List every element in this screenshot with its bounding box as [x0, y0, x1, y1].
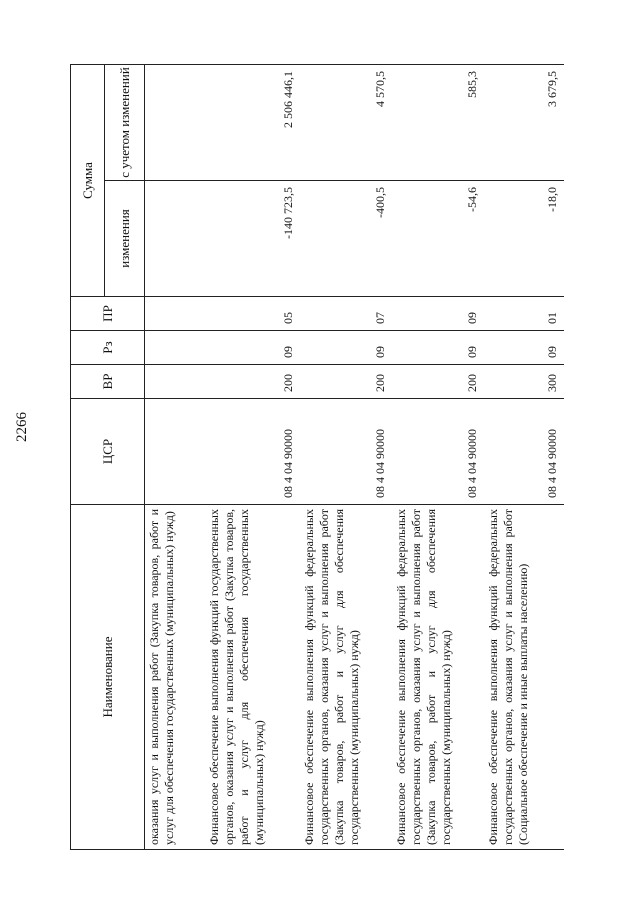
- table-row: [205, 65, 300, 850]
- row-vr: 200: [205, 365, 300, 399]
- row-with-change: 4 570,5: [300, 65, 392, 181]
- row-change: -54,6: [392, 181, 484, 297]
- table-row: [392, 65, 484, 850]
- row-csr: 08 4 04 90000: [484, 399, 564, 505]
- row-vr: 300: [484, 365, 564, 399]
- row-change: [145, 181, 205, 297]
- row-with-change: 3 679,5: [484, 65, 564, 181]
- row-vr: [145, 365, 205, 399]
- header-vr: ВР: [71, 365, 145, 399]
- row-name: Финансовое обеспечение выполнения функций федеральных государственных органов, оказания услуг и выполнения работ (Закупка товаров, работ и услуг для обеспечения государственных (муниципальных) нужд): [300, 505, 392, 850]
- row-csr: 08 4 04 90000: [392, 399, 484, 505]
- table-row: [145, 65, 205, 850]
- row-change: -140 723,5: [205, 181, 300, 297]
- header-with-change: с учетом изменений: [105, 65, 145, 181]
- row-with-change: [145, 65, 205, 181]
- row-name: оказания услуг и выполнения работ (Закупка товаров, работ и услуг для обеспечения государственных (муниципальных) нужд): [145, 505, 205, 850]
- row-pr: 07: [300, 297, 392, 331]
- row-vr: 200: [392, 365, 484, 399]
- header-change: изменения: [105, 181, 145, 297]
- row-with-change: 585,3: [392, 65, 484, 181]
- header-pr: ПР: [71, 297, 145, 331]
- row-rz: 09: [484, 331, 564, 365]
- header-csr: ЦСР: [71, 399, 145, 505]
- row-rz: 09: [392, 331, 484, 365]
- row-csr: 08 4 04 90000: [205, 399, 300, 505]
- table-row: [484, 65, 564, 850]
- page-number: 2266: [14, 412, 30, 442]
- row-pr: 09: [392, 297, 484, 331]
- row-rz: 09: [205, 331, 300, 365]
- row-name: Финансовое обеспечение выполнения функций федеральных государственных органов, оказания услуг и выполнения работ (Закупка товаров, работ и услуг для обеспечения государственных (муниципальных) нужд): [392, 505, 484, 850]
- row-name: Финансовое обеспечение выполнения функций федеральных государственных органов, оказания услуг и выполнения работ (Социальное обеспечение и иные выплаты населению): [484, 505, 564, 850]
- row-rz: 09: [300, 331, 392, 365]
- row-with-change: 2 506 446,1: [205, 65, 300, 181]
- budget-table-rotated: [70, 65, 570, 850]
- budget-table: [70, 64, 564, 850]
- row-csr: [145, 399, 205, 505]
- row-name: Финансовое обеспечение выполнения функций государственных органов, оказания услуг и выполнения работ (Закупка товаров, работ и услуг для обеспечения государственных (муниципальных) нужд): [205, 505, 300, 850]
- table-row: [300, 65, 392, 850]
- row-rz: [145, 331, 205, 365]
- row-change: -18,0: [484, 181, 564, 297]
- header-name: Наименование: [71, 505, 145, 850]
- row-change: -400,5: [300, 181, 392, 297]
- row-vr: 200: [300, 365, 392, 399]
- row-pr: 05: [205, 297, 300, 331]
- row-pr: 01: [484, 297, 564, 331]
- row-pr: [145, 297, 205, 331]
- header-rz: Рз: [71, 331, 145, 365]
- row-csr: 08 4 04 90000: [300, 399, 392, 505]
- header-sum: Сумма: [71, 65, 105, 297]
